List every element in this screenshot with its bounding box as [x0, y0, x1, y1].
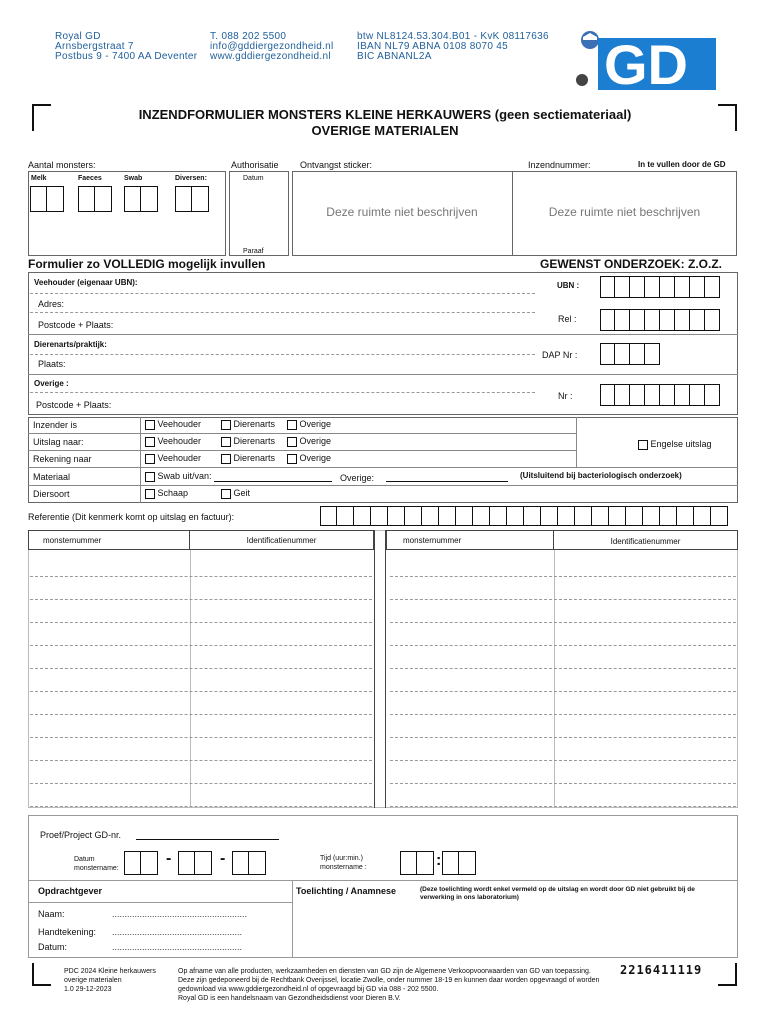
option-label: Veehouder: [157, 436, 202, 446]
datum-month-cells[interactable]: [178, 851, 212, 875]
autorisatie-paraaf: Paraaf: [243, 248, 264, 255]
header-address: [55, 32, 197, 62]
inzender-overige-option[interactable]: [287, 419, 331, 430]
date-separator: -: [220, 850, 226, 867]
swab-count-cells[interactable]: [124, 186, 158, 212]
fiscal-line: IBAN NL79 ABNA 0108 8070 45: [357, 41, 508, 52]
option-label: Swab uit/van:: [157, 471, 212, 481]
toelichting-note: (Deze toelichting wordt enkel vermeld op de uitslag en wordt door GD niet gebruikt bij de verwerking in ons laboratorium): [420, 886, 695, 901]
fiscal-line: btw NL8124.53.304.B01 - KvK 08117636: [357, 31, 549, 42]
option-label: Overige: [299, 419, 332, 429]
rel-cells[interactable]: [600, 309, 720, 331]
naam-label: Naam:: [38, 909, 65, 919]
bacterio-note: (Uitsluitend bij bacteriologisch onderzoek): [520, 471, 682, 480]
autorisatie-box: [229, 171, 289, 256]
checkbox[interactable]: [221, 420, 231, 430]
table-row[interactable]: [390, 576, 736, 577]
table-row[interactable]: [30, 645, 372, 646]
option-label: Dierenarts: [233, 419, 276, 429]
table-row[interactable]: [390, 806, 736, 807]
rekening-overige-option[interactable]: [287, 453, 331, 464]
overige-label: Overige :: [34, 379, 69, 388]
table-row[interactable]: [30, 576, 372, 577]
tijd-label: Tijd (uur:min.) monstername :: [320, 855, 367, 871]
proef-input-line[interactable]: [136, 839, 279, 840]
time-separator: :: [436, 852, 442, 869]
adres-label: Adres:: [38, 299, 65, 309]
autorisatie-label: Authorisatie: [231, 160, 279, 170]
table-row[interactable]: [390, 737, 736, 738]
aantal-monsters-label: Aantal monsters:: [28, 160, 96, 170]
inzender-dierenarts-option[interactable]: [221, 419, 275, 430]
checkbox[interactable]: [221, 489, 231, 499]
veehouder-label: Veehouder (eigenaar UBN):: [34, 278, 138, 287]
bottom-divider: [292, 880, 293, 958]
address-line: Royal GD: [55, 31, 101, 42]
toelichting-label: Toelichting / Anamnese: [296, 886, 397, 896]
inzender-label: Inzender is: [33, 420, 78, 430]
table-center-gap: [374, 530, 386, 808]
logo-text: GD: [604, 33, 688, 94]
gd-logo: [570, 28, 718, 94]
tijd-min-cells[interactable]: [442, 851, 476, 875]
separator-line: [28, 334, 738, 335]
separator-line: [28, 902, 292, 903]
table-row[interactable]: [30, 806, 372, 807]
table-row[interactable]: [390, 691, 736, 692]
referentie-cells[interactable]: [320, 506, 728, 526]
footer-terms: Op afname van alle producten, werkzaamheden en diensten van GD zijn de Algemene Verkoopvoorwaarden van GD van toepassing. Deze zijn gedeponeerd bij de Rechtbank Overijssel, locatie Zwolle, onder nummer 18-19 en kunnen daar worden opgevraagd of worden gedownload via www.gddiergezondheid.nl of opgevraagd bij GD via 088 - 202 5500. Royal GD is een handelsnaam van Gezondheidsdienst voor Dieren B.V.: [178, 968, 600, 1002]
dap-cells[interactable]: [600, 343, 660, 365]
engelse-uitslag-option[interactable]: [638, 439, 712, 450]
header-fiscal: [357, 32, 549, 62]
col-header-text: Identificatienummer: [610, 537, 681, 546]
ubn-label: UBN :: [557, 281, 580, 290]
col-header-text: monsternummer: [43, 536, 102, 545]
cat-diversen: Diversen:: [175, 175, 207, 182]
table-row[interactable]: [30, 714, 372, 715]
separator-line: [28, 374, 738, 375]
handtekening-input[interactable]: ....................................................: [112, 927, 243, 937]
separator-line: [28, 880, 738, 881]
niet-beschrijven-2: Deze ruimte niet beschrijven: [548, 205, 701, 219]
row-line: [28, 433, 576, 434]
materiaal-label: Materiaal: [33, 472, 71, 482]
rekening-label: Rekening naar: [33, 454, 92, 464]
contact-line: info@gddiergezondheid.nl: [210, 41, 334, 52]
option-label: Overige: [299, 453, 332, 463]
postcode-label: Postcode + Plaats:: [38, 320, 114, 330]
col-header-identificatie-left: [190, 530, 374, 550]
checkbox[interactable]: [638, 440, 648, 450]
corner-mark-br: [717, 962, 737, 986]
title-line1: INZENDFORMULIER MONSTERS KLEINE HERKAUWERS (geen sectiemateriaal): [138, 107, 632, 122]
contact-line: T. 088 202 5500: [210, 31, 287, 42]
dash-line: [30, 312, 535, 313]
ubn-cells[interactable]: [600, 276, 720, 298]
faeces-count-cells[interactable]: [78, 186, 112, 212]
date-separator: -: [166, 850, 172, 867]
datum-monstername-label: Datum monstername:: [74, 856, 119, 872]
col-header-text: monsternummer: [403, 536, 462, 545]
instruction-text: Formulier zo VOLLEDIG mogelijk invullen: [28, 257, 266, 271]
nr-cells[interactable]: [600, 384, 720, 406]
checkbox[interactable]: [287, 420, 297, 430]
checkbox[interactable]: [287, 437, 297, 447]
inzender-veehouder-option[interactable]: [145, 419, 201, 430]
geit-option[interactable]: [221, 488, 250, 499]
swab-option[interactable]: [145, 471, 212, 482]
form-number: 2216411119: [620, 963, 703, 977]
table-row[interactable]: [30, 783, 372, 784]
table-row[interactable]: [30, 622, 372, 623]
option-label: Dierenarts: [233, 453, 276, 463]
datum-day-cells[interactable]: [124, 851, 158, 875]
table-row[interactable]: [30, 737, 372, 738]
uitslag-dierenarts-option[interactable]: [221, 436, 275, 447]
melk-count-cells[interactable]: [30, 186, 64, 212]
autorisatie-datum: Datum: [243, 175, 264, 182]
table-row[interactable]: [390, 760, 736, 761]
materiaal-overige-input-line[interactable]: [386, 481, 508, 482]
option-label: Schaap: [157, 488, 189, 498]
dierenarts-label: Dierenarts/praktijk:: [34, 340, 107, 349]
col-header-text: Identificatienummer: [246, 536, 317, 545]
nr-label: Nr :: [558, 391, 573, 401]
checkbox[interactable]: [221, 454, 231, 464]
dap-label: DAP Nr :: [542, 350, 578, 360]
postcode2-label: Postcode + Plaats:: [36, 400, 112, 410]
cat-melk: Melk: [31, 175, 47, 182]
ontvangst-label: Ontvangst sticker:: [300, 160, 373, 170]
corner-mark-bl: [32, 962, 52, 986]
datum-year-cells[interactable]: [232, 851, 266, 875]
option-label: Dierenarts: [233, 436, 276, 446]
row-line: [28, 467, 738, 468]
cat-swab: Swab: [124, 175, 143, 182]
aantal-monsters-box: [28, 171, 226, 256]
diversen-count-cells[interactable]: [175, 186, 209, 212]
schaap-option[interactable]: [145, 488, 188, 499]
table-row[interactable]: [30, 668, 372, 669]
table-row[interactable]: [30, 760, 372, 761]
in-te-vullen-label: In te vullen door de GD: [638, 160, 726, 169]
table-row[interactable]: [390, 668, 736, 669]
checkbox[interactable]: [145, 472, 155, 482]
col-header-identificatie-right: [554, 530, 738, 550]
inzendnummer-label: Inzendnummer:: [528, 160, 591, 170]
address-line: Arnsbergstraat 7: [55, 41, 134, 52]
options-divider-right: [576, 417, 577, 467]
cat-faeces: Faeces: [78, 175, 102, 182]
uitslag-veehouder-option[interactable]: [145, 436, 201, 447]
col-divider: [554, 550, 555, 808]
rel-label: Rel :: [558, 314, 577, 324]
swab-input-line[interactable]: [214, 481, 332, 482]
option-label: Geit: [233, 488, 251, 498]
table-row[interactable]: [30, 599, 372, 600]
handtekening-label: Handtekening:: [38, 927, 97, 937]
naam-input[interactable]: ......................................................: [112, 909, 248, 919]
datum-label: Datum:: [38, 942, 68, 952]
contact-line: www.gddiergezondheid.nl: [210, 51, 331, 62]
table-row[interactable]: [390, 645, 736, 646]
tijd-hour-cells[interactable]: [400, 851, 434, 875]
row-line: [28, 485, 738, 486]
uitslag-label: Uitslag naar:: [33, 437, 84, 447]
table-row[interactable]: [390, 714, 736, 715]
datum-input[interactable]: ....................................................: [112, 942, 243, 952]
table-row[interactable]: [390, 622, 736, 623]
row-line: [28, 450, 576, 451]
dash-line: [30, 392, 535, 393]
header-contact: [210, 32, 334, 62]
checkbox[interactable]: [145, 437, 155, 447]
option-label: Overige: [299, 436, 332, 446]
col-header-monsternummer-left: [28, 530, 190, 550]
table-row[interactable]: [390, 599, 736, 600]
title-line2: OVERIGE MATERIALEN: [311, 123, 459, 138]
option-label: Engelse uitslag: [650, 439, 712, 449]
dash-line: [30, 354, 535, 355]
option-label: Veehouder: [157, 453, 202, 463]
address-line: Postbus 9 - 7400 AA Deventer: [55, 51, 198, 62]
checkbox[interactable]: [145, 489, 155, 499]
table-row[interactable]: [30, 691, 372, 692]
dash-line: [30, 293, 535, 294]
fiscal-line: BIC ABNANL2A: [357, 51, 432, 62]
opdrachtgever-label: Opdrachtgever: [38, 886, 103, 896]
rekening-veehouder-option[interactable]: [145, 453, 201, 464]
checkbox[interactable]: [221, 437, 231, 447]
rekening-dierenarts-option[interactable]: [221, 453, 275, 464]
checkbox[interactable]: [145, 454, 155, 464]
uitslag-overige-option[interactable]: [287, 436, 331, 447]
referentie-label: Referentie (Dit kenmerk komt op uitslag en factuur):: [28, 512, 235, 522]
niet-beschrijven-1: Deze ruimte niet beschrijven: [326, 205, 478, 219]
proef-label: Proef/Project GD-nr.: [40, 830, 122, 840]
option-label: Veehouder: [157, 419, 202, 429]
col-divider: [190, 550, 191, 808]
footer-doc-info: PDC 2024 Kleine herkauwers overige materialen 1.0 29-12-2023: [64, 968, 156, 993]
checkbox[interactable]: [287, 454, 297, 464]
table-row[interactable]: [390, 783, 736, 784]
plaats-label: Plaats:: [38, 359, 66, 369]
checkbox[interactable]: [145, 420, 155, 430]
materiaal-overige-label: Overige:: [340, 473, 375, 483]
col-header-monsternummer-right: [386, 530, 554, 550]
form-title: [0, 107, 770, 139]
diersoort-label: Diersoort: [33, 489, 70, 499]
gewenst-onderzoek: GEWENST ONDERZOEK: Z.O.Z.: [540, 257, 722, 271]
options-divider: [140, 417, 141, 503]
options-box: [28, 417, 738, 503]
